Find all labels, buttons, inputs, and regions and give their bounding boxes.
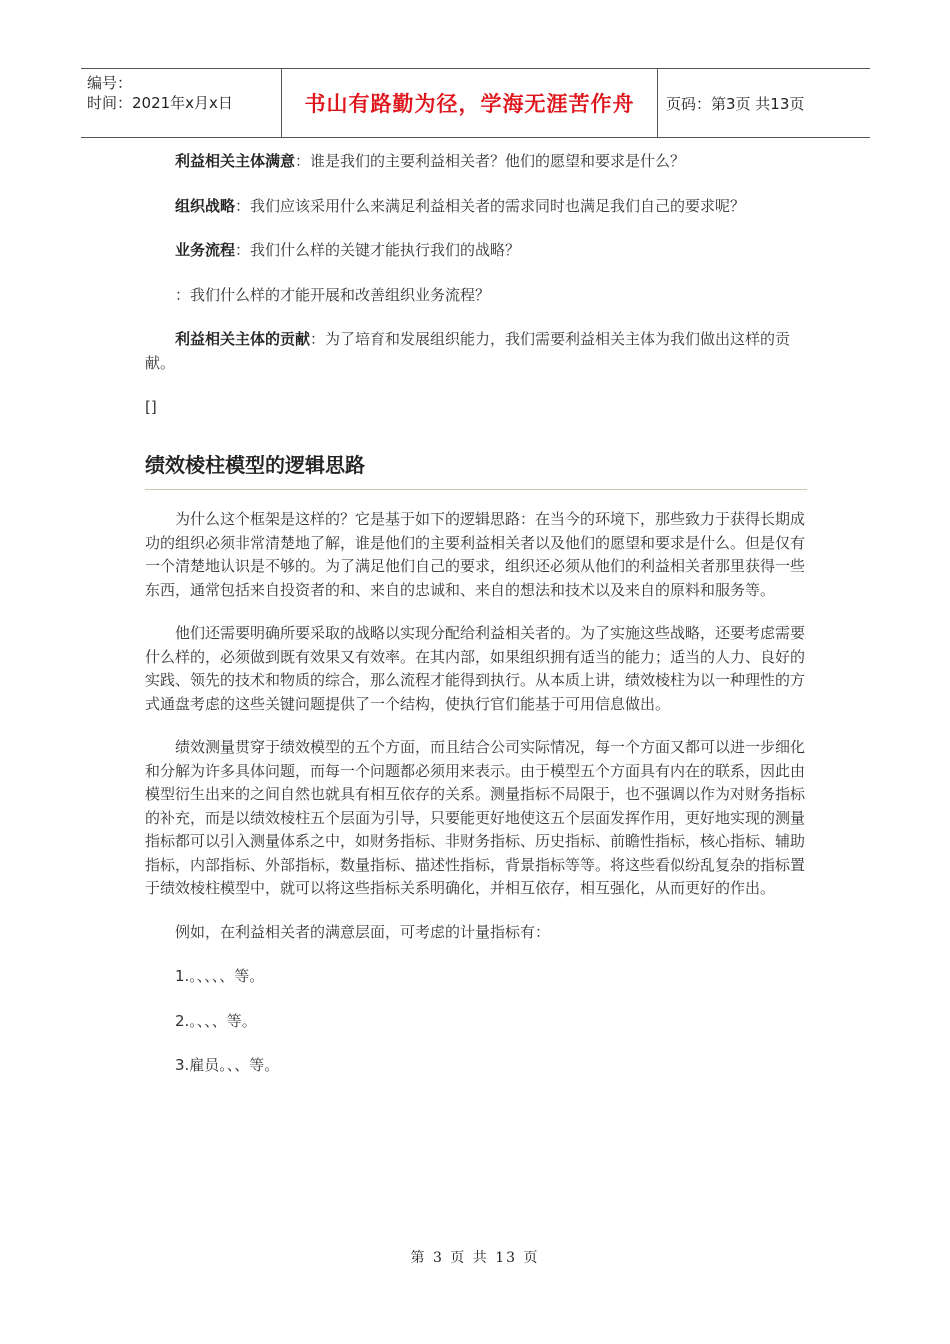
- page-footer: 第 3 页 共 13 页: [410, 1250, 540, 1266]
- item-text: ：我们什么样的关键才能执行我们的战略？: [235, 241, 521, 259]
- item-stakeholder-satisfaction: [145, 150, 807, 174]
- list-item: 3.雇员。、、等。: [175, 1056, 280, 1074]
- header-page-info: [658, 69, 870, 137]
- item-term: 利益相关主体的贡献: [175, 330, 311, 348]
- item-text: ：我们应该采用什么来满足利益相关者的需求同时也满足我们自己的要求呢？: [235, 196, 746, 215]
- paragraph: 例如，在利益相关者的满意层面，可考虑的计量指标有：: [175, 922, 551, 941]
- item-text: ：我们什么样的才能开展和改善组织业务流程？: [175, 285, 491, 304]
- item-text: ：为了培育和发展组织能力，我们需要利益相关主体为我们做出这样的贡献。: [145, 330, 791, 372]
- number-label: 编号：: [87, 74, 133, 92]
- paragraph: 为什么这个框架是这样的？它是基于如下的逻辑思路：在当今的环境下，那些致力于获得长期成功的组织必须非常清楚地了解，谁是他们的主要利益相关者以及他们的愿望和要求是什么。但是仅有一个清楚地认识是不够的。为了满足他们自己的要求，组织还必须从他们的利益相关者那里获得一些东西，通常包括来自投资者的和、来自的忠诚和、来自的想法和技术以及来自的原料和服务等。: [145, 510, 806, 599]
- header-motto-cell: [282, 69, 658, 137]
- item-capability: [145, 284, 807, 308]
- bracket-placeholder: []: [145, 398, 157, 416]
- item-term: 组织战略: [175, 196, 236, 215]
- item-term: 业务流程: [175, 241, 236, 259]
- page-header: [81, 68, 870, 138]
- page-info: 页码：第3页 共13页: [666, 94, 805, 113]
- motto: 书山有路勤为径，学海无涯苦作舟: [304, 91, 635, 116]
- item-term: 利益相关主体满意: [175, 152, 296, 170]
- page-content: [145, 150, 807, 1078]
- time-label: 时间：2021年x月x日: [87, 94, 233, 112]
- list-item: 2.。、、、等。: [175, 1011, 257, 1030]
- item-text: ：谁是我们的主要利益相关者？他们的愿望和要求是什么？: [295, 152, 686, 170]
- list-item: 1.。、、、、等。: [175, 967, 265, 985]
- paragraph: 绩效测量贯穿于绩效模型的五个方面，而且结合公司实际情况，每一个方面又都可以进一步细化和分解为许多具体问题，而每一个问题都必须用来表示。由于模型五个方面具有内在的联系，因此由模型衍生出来的之间自然也就具有相互依存的关系。测量指标不局限于，也不强调以作为对财务指标的补充，而是以绩效棱柱五个层面为引导，只要能更好地使这五个层面发挥作用，更好地实现的测量指标都可以引入测量体系之中，如财务指标、非财务指标、历史指标、前瞻性指标，核心指标、辅助指标，内部指标、外部指标，数量指标、描述性指标，背景指标等等。将这些看似纷乱复杂的指标置于绩效棱柱模型中，就可以将这些指标关系明确化，并相互依存，相互强化，从而更好的作出。: [145, 738, 806, 897]
- section-title: 绩效棱柱模型的逻辑思路: [145, 452, 365, 477]
- item-business-process: [145, 239, 807, 263]
- header-meta: [81, 69, 282, 137]
- section-divider: [145, 489, 807, 490]
- item-stakeholder-contribution: [145, 328, 807, 375]
- paragraph: 他们还需要明确所要采取的战略以实现分配给利益相关者的。为了实施这些战略，还要考虑需要什么样的，必须做到既有效果又有效率。在其内部，如果组织拥有适当的能力；适当的人力、良好的实践、领先的技术和物质的综合，那么流程才能得到执行。从本质上讲，绩效棱柱为以一种理性的方式通盘考虑的这些关键问题提供了一个结构，使执行官们能基于可用信息做出。: [145, 624, 806, 713]
- item-organization-strategy: [145, 195, 807, 219]
